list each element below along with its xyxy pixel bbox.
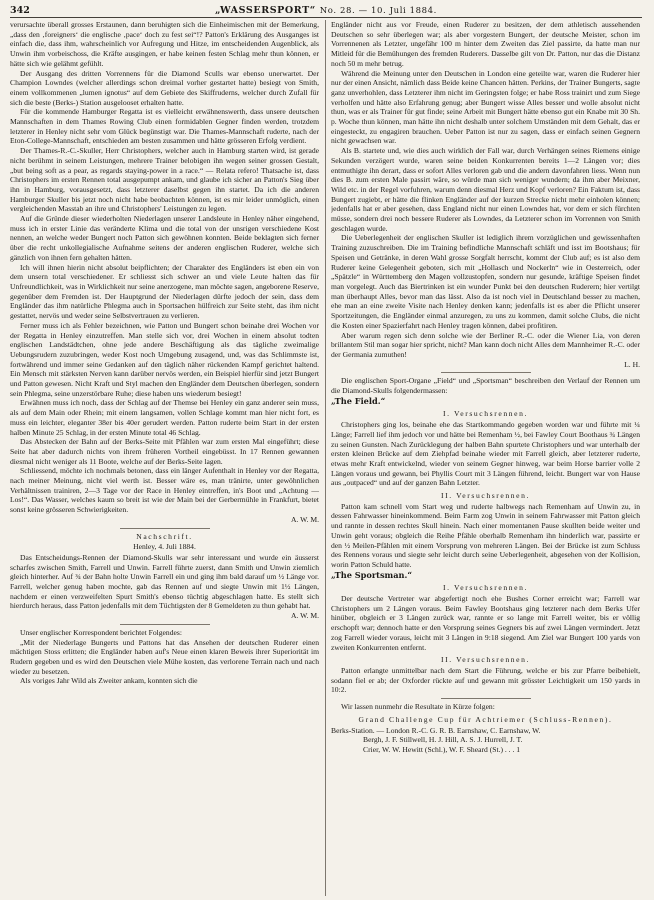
paragraph: Das Abstecken der Bahn auf der Berks-Seite mit Pfählen war zum ersten Mal eingeführt; diese Seite hat aber dadurch nichts von ihrem früheren Vortheil eingebüsst. In 17 Rennen gewannen diesmal nicht weniger als 11 Boote, welche auf der Berks-Seite lagen.	[10, 437, 319, 466]
paragraph: Für die kommende Hamburger Regatta ist es vielleicht erwähnenswerth, dass unsere deutschen Mannschaften in dem Thames Rowing Club einen formidablen Gegner finden werden, trotzdem letzterer in Henley nicht sehr vom Glück begünstigt war. Die Thames-Mannschaft ruderte, nach der Eton-College-Mannschaft, entschieden am besten zusammen und hätte grösseren Erfolg verdient.	[10, 107, 319, 146]
signature: A. W. M.	[290, 611, 319, 621]
race-heading: I. Versuchsrennen.	[443, 409, 528, 419]
paragraph: Unser englischer Korrespondent berichtet Folgendes:	[20, 627, 182, 637]
paragraph: Ferner muss ich als Fehler bezeichnen, wie Patton und Bungert schon beinahe drei Wochen vor der Regatta in Henley einzutreffen. Man stelle sich vor, drei Wochen in einem absolut todten englischen Landstädtchen, ohne jede andere Beschäftigung als das tägliche zweimalige Uebungsrudern zuzubringen, weder Kost noch Umgebung zusagend, und, was das Schlimmste ist, fortwährend und immer seine Gedanken auf den täglich näher rückenden Kampf gerichtet haltend. Ein Mensch mit stärksten Nerven kann darüber nervös werden, ein Beispiel hierfür sind jetzt Bungert und Patton gewesen. Nicht Kraft und Styl machen den Engländer dem Deutschen überlegen, sondern sein Phlegma, seine unzerstörbare Ruhe; diese haben uns wiederum besiegt!	[10, 320, 319, 398]
page-number: 342	[10, 5, 30, 16]
paragraph: Aber warum regen sich denn solche wie der Berliner R.-C. oder die Wiener Lia, von deren brillantem Stil man sogar hier spricht, nicht? Man kann doch nicht Alles dem Mannheimer R.-C. oder der Germania zumuthen!	[331, 330, 640, 359]
separator-rule	[120, 528, 210, 529]
results-heading: Grand Challenge Cup für Achtriemer (Schluss-Rennen).	[358, 714, 613, 724]
separator-rule	[120, 624, 210, 625]
paragraph: Ich will ihnen hierin nicht absolut beipflichten; der Charakter des Engländers ist eben ein von dem unsern total verschiedener. Er schliesst sich schwer an und viele Leute halten das für Unfreundlichkeit, was in Wirklichkeit nur seine anerzogene, man möchte sagen, angeborene Reserve, gegenüber dem Fremden ist. Der Hauptgrund der Niederlagen dürfte jedoch der sein, dass dem Engländer das ihm natürliche Phlegma auch in Sportsachen hülfreich zur Seite steht, das ihm nicht gestattet, nervös und weder seine Selbstvertrauen zu verlieren.	[10, 262, 319, 321]
issue-info: No. 28. — 10. Juli 1884.	[319, 6, 437, 16]
results-entry	[331, 726, 640, 755]
source-heading: „The Field.“	[331, 395, 386, 406]
paragraph: Der Thames-R.-C.-Skuller, Herr Christophers, welcher auch in Hamburg starten wird, ist gerade nicht berühmt in seinem Leistungen, mehrere Trainer belobigen ihn wegen seiner grossen Gestalt, „but being soft as a pear, as regards staying-power in a race.“ — Relata refero! Thatsache ist, dass Christophers im ersten Rennen total ausgepumpt ankam, und glaube ich sicher an Patton's Sieg über ihn in Hamburg, vorausgesetzt, dass letzterer daselbst gegen ihn startet. Da ich die anderen Hamburger Skuller bis jetzt noch nicht habe beobachten können, ist es mir leider unmöglich, einen vergleichenden Masstab an ihre und Christophers' Leistungen zu legen.	[10, 146, 319, 214]
paragraph: Als B. startete und, wie dies auch wirklich der Fall war, durch Verhängen seines Riemens einige Sekunden verzögert wurde, waren seine beiden Konkurrenten bereits 1—2 Längen vor; dies entmuthigte ihn derart, dass er sofort Alles verloren gab und die andern davonfahren liess. Wenn nun dies B. zum ersten Male passirt wäre, so würde man sich weniger wundern; da ihm aber Meixner, Wild etc. in der Regel vorfuhren, warum denn diesmal Herz und Kopf verloren? Ein Faktum ist, dass Bungert zugiebt, er hätte die flinken Engländer auf der kurzen Strecke nicht mehr einholen können; jedenfalls hat er aber gesehen, dass England nicht nur einen Lowndes hat, vor dem er sich fürchten müsse, sondern drei noch bessere Ruderer als Lowndes, da Letzterer schon im Vorrennen von Smith geschlagen wurde.	[331, 146, 640, 233]
paragraph: Die englischen Sport-Organe „Field“ und „Sportsman“ beschreiben den Verlauf der Rennen um die Diamond-Skulls folgendermassen:	[331, 376, 640, 396]
paragraph: „Mit der Niederlage Bungerts und Pattons hat das Ansehen der deutschen Ruderer einen mächtigen Stoss erlitten; die Engländer haben auf's Neue einen klaren Beweis ihrer Superiorität im Rudern gegeben und es wird den Deutschen viele Mühe kosten, das verlorene Terrain nach und nach wieder zu besetzen.	[10, 637, 319, 676]
paragraph: Christophers ging los, beinahe ehe das Startkommando gegeben worden war und führte mit ¼ Länge; Farrell lief ihm jedoch vor und hätte bei Remenham ½, bei Fawley Court Boothaus ¾ Längen zu seinen Gunsten. Nach Zurücklegung der halben Bahn spurtete Christophers und war unterhalb der ersten kleinen Brücke auf dem Ziehpfad beinahe wieder mit Farrell gleich, aber letzterer ruderte, etwas mehr Kraft entwickelnd, wieder von seinem Gegner hinweg, war beim Horse barrier volle 2 Längen voraus und gewann, bei Phyllis Court mit 3 Längen führend, leicht. Bungert war von Hause aus „outpaced“ und auf der ganzen Bahn Letzter.	[331, 420, 640, 488]
results-line: Bergh, J. F. Stillwell, H. J. Hill, A. S. J. Hurrell, J. T.	[363, 735, 523, 745]
left-column	[10, 20, 319, 896]
section-heading: Nachschrift.	[136, 531, 193, 541]
paragraph: Erwähnen muss ich noch, dass der Schlag auf der Themse bei Henley ein ganz anderer sein muss, als auf dem Main oder Rhein; mit einem langsamen, vollen Schlage kommt man hier nicht fort, es muss ein leichter, eleganter 38er bis 40er gerudert werden. Patton ruderte beim Start in der ersten halben Minute 25 Schlag, in der ersten Minute total 46 Schlag.	[10, 398, 319, 437]
paragraph: Wir lassen nunmehr die Resultate in Kürze folgen:	[341, 702, 495, 712]
paragraph: Das Entscheidungs-Rennen der Diamond-Skulls war sehr interessant und wurde ein äusserst scharfes zwischen Smith, Farrell und Unwin. Farrell führte zuerst, dann Smith und Unwin ziemlich gleich hinterher. Auf ¾ der Bahn holte Unwin Farrell ein und ging ihm bald darauf um ½ Länge vor. Farrell, welcher genug haben mochte, gab das Rennen auf und siegte Unwin mit 1½ Längen, nachdem er einen verzweifelten Spurt Smith's ebenso tüchtig abgeschlagen hatte. Es stellt sich hierdurch heraus, dass Patton jedenfalls mit dem Tüchtigsten der 8 Gemeldeten zu thun gehabt hat.	[10, 552, 319, 611]
paragraph: verursachte überall grosses Erstaunen, dann beruhigten sich die Einheimischen mit der Bemerkung, „dass den ‚foreigners‘ die englische ‚pace‘ doch zu fest sei“!? Patton's Erklärung des Ausganges ist einfach die, dass ihm, wahrscheinlich vor Aufregung und Hitze, im entscheidenden Augenblick, als Unwin ihm vorbeischoss, die Kräfte ausgingen, er habe keinen festen Schlag mehr thun können, er hätte sich wie gelähmt gefühlt.	[10, 20, 319, 68]
paragraph: Auf die Gründe dieser wiederholten Niederlagen unserer Landsleute in Henley näher eingehend, muss ich in erster Linie das veränderte Klima und die total von der unsrigen verschiedene Kost nennen, an welche weder Bungert noch Patton sich gewöhnen konnten. Beide beklagten sich ferner über die recht unkollegialische Aufnahme seitens der anderen englischen Ruderer, welche sich gänzlich von ihnen fern gehalten hätten.	[10, 214, 319, 262]
masthead	[10, 4, 642, 18]
page-header	[10, 4, 642, 18]
paragraph: Patton erlangte unmittelbar nach dem Start die Führung, welche er bis zur Pfarre beibehielt, sodann fiel er ab; der Oxforder rückte auf und gewann mit grösster Leichtigkeit um 150 yards in 10:2.	[331, 666, 640, 695]
results-line: Berks-Station. — London R.-C. G. R. B. Earnshaw, C. Earnshaw, W.	[331, 725, 541, 735]
results-line: Crier, W. W. Hewitt (Schl.), W. F. Sheard (St.) . . . 1	[363, 744, 521, 754]
source-heading: „The Sportsman.“	[331, 569, 413, 580]
paragraph: Die Ueberlegenheit der englischen Skuller ist lediglich ihrem vorzüglichen und gewissenhaften Training zuzuschreiben. Die im Training befindliche Mannschaft schläft und isst im Bootshaus; für Speisen und Getränke, in deren Wahl grosse Sorgfalt herrscht, kommt der Club auf; es ist also dem Ruderer keine Gelegenheit geboten, sich mit „Hollasch und Nockerln“ wie in Oesterreich, oder „Spätzle“ in Württemberg den Magen vollzustopfen, sondern nur gesunde, kräftige Speisen findet man vorgelegt. Auch das Biertrinken ist ein wunder Punkt bei den deutschen Ruderern; hier vertilgt man überhaupt Alles, bevor man das lässt. Also da ist noch viel in Deutschland besser zu machen, ehe man an eine zweite Visite nach Henley denken kann; jedenfalls ist es aber die Pflicht unserer Sportzeitungen, die Engländer einmal anzuregen, zu uns zu kommen, damit solche Clubs, die nicht die Kosten einer Spazierfahrt nach Henley tragen können, dabei profitiren.	[331, 233, 640, 330]
race-heading: II. Versuchsrennen.	[440, 491, 531, 501]
paragraph: Als voriges Jahr Wild als Zweiter ankam, konnten sich die	[20, 676, 198, 686]
separator-rule	[441, 698, 531, 699]
dateline: Henley, 4. Juli 1884.	[133, 542, 196, 552]
separator-rule	[441, 372, 531, 373]
race-heading: I. Versuchsrennen.	[443, 583, 528, 593]
signature: L. H.	[624, 359, 640, 369]
right-column	[331, 20, 640, 896]
signature: A. W. M.	[290, 514, 319, 524]
paragraph: Engländer nicht aus vor Freude, einen Ruderer zu besitzen, der dem athletisch aussehenden Deutschen so sehr überlegen war; als aber vorgestern Bungert, der deutsche Meister, schon im Vorrennenen als Letzter, ungefähr 100 m hinter dem Zweiten das Ziel passirte, da hatte man nur Mitleid für die Bemühungen des fremden Ruderers. Dasselbe gilt von Dr. Patton, nur das die Distanz noch 50 m mehr betrug.	[331, 20, 640, 68]
paragraph: Der deutsche Vertreter war abgefertigt noch ehe Bushes Corner erreicht war; Farrell war Christophers um 2 Längen voraus. Beim Fawley Bootshaus ging letzterer nach dem Berks Ufer hinüber, obgleich er 3 Längen zurück war, rannte er so lange mit Farrell weiter, bis er völlig erschopft war; dennoch hatte er den Vorsprung seines Gegners bis auf zwei Längen vermindert. Jetzt zog Farrell wieder voraus, leicht mit 3 Längen in 9:18 siegend. Am Ziel war Bungert 100 yards von zweiten Konkurrenten entfernt.	[331, 594, 640, 652]
paragraph: Patton kam schnell vom Start weg und ruderte halbwegs nach Remenham auf Unwin zu, in dessen Fahrwasser hineinkommend. Beim Farm zog Unwin in seinem Fahrwasser mit Patton gleich und rannte in dessen rechtes Skull hinein. Nach einer momentanen Pause skullten beide weiter und Unwin geht voraus; obgleich die Reihe Pfähle oberhalb Remenham ihn hinderlich war, passirte er den ½ Meilen-Pfählen mit einem Vorsprung von mehreren Längen. Bei der Brücke ist zum Schluss des Rennens voraus und siegte sehr leicht durch seine Ueberlegenheit, abgesehen von der Kollision, worin Patton Schuld hatte.	[331, 501, 640, 569]
paragraph: Während die Meinung unter den Deutschen in London eine geteilte war, waren die Ruderer hier nur der einen Ansicht, nämlich dass Beide keine Chancen hätten. Perkins, der Trainer Bungerts, sagte ganz unverhohlen, dass Letzterer ihm nicht im Geringsten folge; er habe Ross trainirt und zum Siege verholfen und hätte also Erfahrung genug; aber Bungert wisse Alles besser und wolle absolut nicht thun, was er als Trainer für gut finde; seine Arbeit mit Bungert hätte ebenso gut ein Knabe mit 30 Sh. p. Woche thun können, man hätte ihn nicht deshalb unter solchem Umständen mit dem Gehalt, das er eingesteckt, zu engagiren brauchen. Ueber Patton ist nur zu sagen, dass er einfach seinen Gegnern nicht gewachsen war.	[331, 68, 640, 146]
race-heading: II. Versuchsrennen.	[440, 655, 531, 665]
paragraph: Schliessend, möchte ich nochmals betonen, dass ein länger Aufenthalt in Henley vor der Regatta, nach meiner Meinung, nicht viel werth ist. Besser wäre es, man tränirte, unter gewöhnlichen Verhältnissen trainiren, 2—3 Tage vor der Race in Henley eintreffen, in's Boot und „Achtung — Los!“. Das Wasser, welches kaum so breit ist wie der Main bei der Gerbermühle in Frankfurt, bietet sonst keine grösseren Schwierigkeiten.	[10, 466, 319, 515]
paragraph: Der Ausgang des dritten Vorrennens für die Diamond Sculls war ebenso unerwartet. Der Champion Lowndes (welcher allerdings schon dreimal vorher gestartet hatte) besiegt von Smith, einem vollkommenen „lumen ignotus“ auf dem Gebiete des Skiffruderns, welcher durch Zufall für sich die beste (Berks-) Station ausgelooset erhalten hatte.	[10, 68, 319, 107]
publication-title: „WASSERSPORT“	[215, 5, 316, 16]
column-divider	[325, 20, 326, 896]
